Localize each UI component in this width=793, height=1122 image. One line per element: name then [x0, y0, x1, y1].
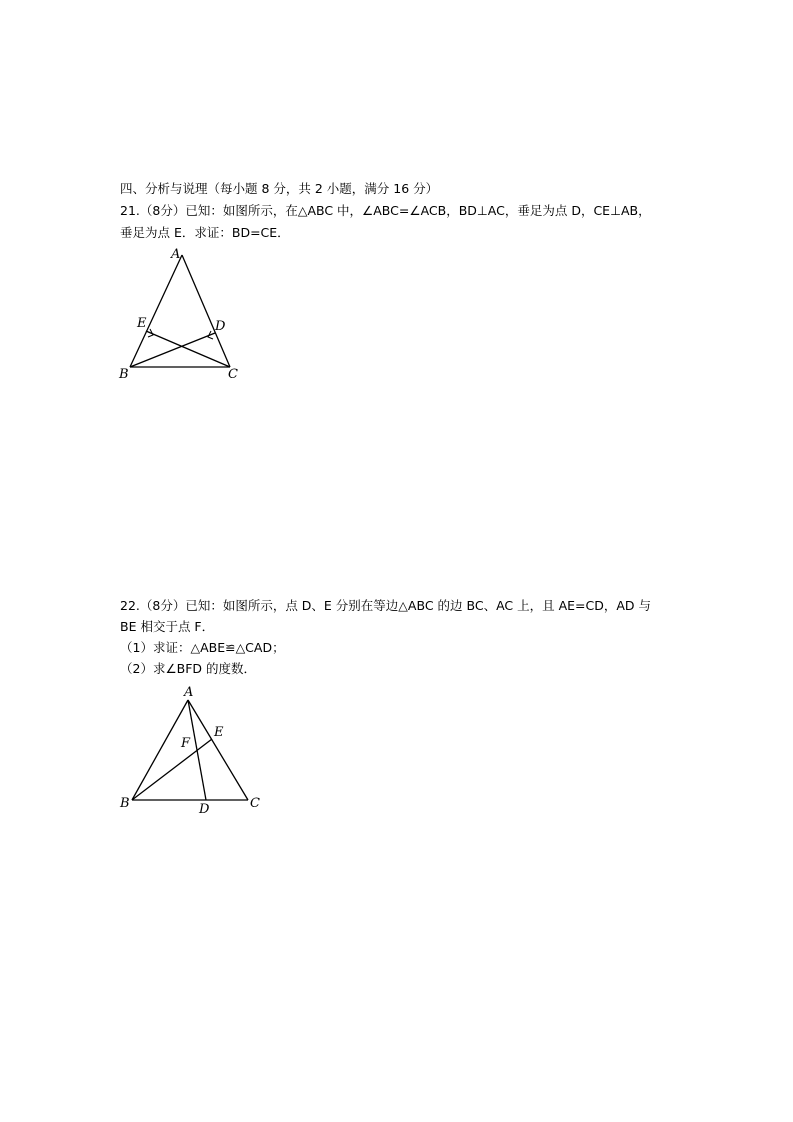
q21-triangle-figure: [110, 245, 260, 385]
label-a: A: [184, 685, 194, 700]
label-d: D: [215, 319, 226, 334]
q22-triangle-figure: [110, 680, 280, 820]
label-a: A: [171, 247, 181, 262]
q22-text-line-1: 22.（8分）已知：如图所示，点 D、E 分别在等边△ABC 的边 BC、AC 上，且 AE=CD，AD 与: [120, 598, 652, 613]
label-b: B: [120, 796, 130, 811]
q21-text-line-1: 21.（8分）已知：如图所示，在△ABC 中，∠ABC=∠ACB，BD⊥AC，垂足为点 D，CE⊥AB，: [120, 203, 651, 218]
q21-text-line-2: 垂足为点 E．求证：BD=CE．: [120, 225, 290, 240]
side-ab: [130, 255, 182, 367]
q22-part-2: （2）求∠BFD 的度数．: [120, 661, 257, 676]
section-heading: 四、分析与说理（每小题 8 分，共 2 小题，满分 16 分）: [120, 181, 439, 196]
label-f: F: [181, 736, 191, 751]
q22-text-line-2: BE 相交于点 F．: [120, 619, 215, 634]
label-c: C: [228, 367, 238, 382]
q22-part-1: （1）求证：△ABE≌△CAD；: [120, 640, 285, 655]
side-ab: [132, 700, 188, 800]
label-d: D: [199, 802, 210, 817]
label-c: C: [250, 796, 260, 811]
label-b: B: [119, 367, 129, 382]
label-e: E: [137, 316, 147, 331]
label-e: E: [214, 725, 224, 740]
